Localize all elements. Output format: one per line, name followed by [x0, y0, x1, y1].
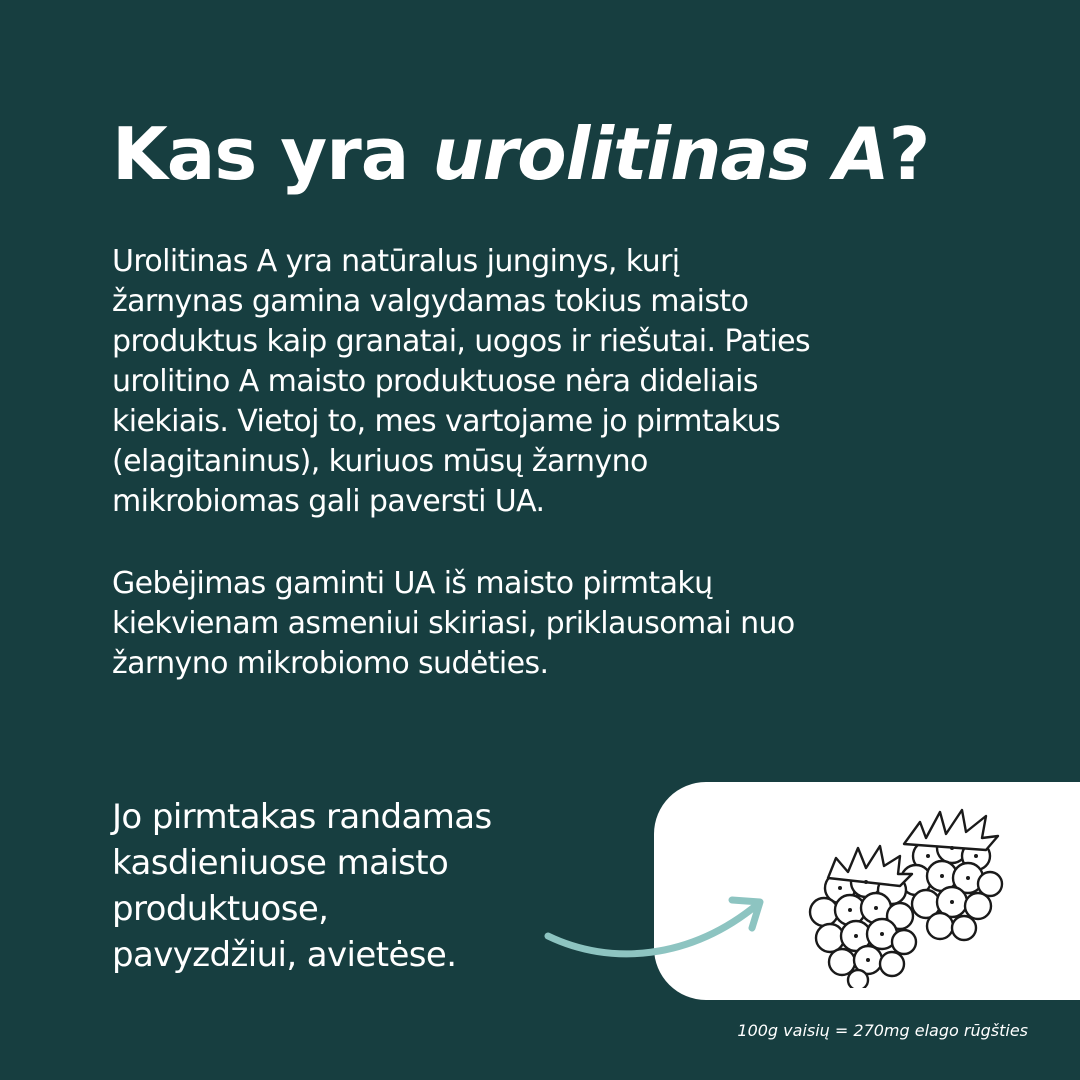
intro-line: produktus kaip granatai, uogos ir riešutai. Paties	[112, 324, 811, 359]
curved-arrow-icon	[540, 880, 780, 970]
title-prefix: Kas yra	[112, 112, 433, 196]
raspberry-front-leaves	[828, 846, 912, 886]
intro-line: žarnynas gamina valgydamas tokius maisto	[112, 284, 749, 319]
title-suffix: ?	[888, 112, 930, 196]
page-title	[112, 108, 929, 200]
caption: 100g vaisių = 270mg elago rūgšties	[737, 1021, 1028, 1040]
intro-line: Urolitinas A yra natūralus junginys, kurį	[112, 244, 680, 279]
intro-line: mikrobiomas gali paversti UA.	[112, 484, 545, 519]
second-line: kiekvienam asmeniui skiriasi, priklausomai nuo	[112, 606, 795, 641]
source-line: pavyzdžiui, avietėse.	[112, 935, 457, 975]
raspberry-back-leaves	[904, 810, 998, 850]
second-line: žarnyno mikrobiomo sudėties.	[112, 646, 549, 681]
source-line: Jo pirmtakas randamas	[112, 797, 492, 837]
second-line: Gebėjimas gaminti UA iš maisto pirmtakų	[112, 566, 713, 601]
second-paragraph	[112, 564, 992, 684]
source-statement	[112, 794, 592, 978]
raspberries-icon	[800, 792, 1010, 988]
intro-line: (elagitaninus), kuriuos mūsų žarnyno	[112, 444, 648, 479]
title-emphasis: urolitinas A	[432, 112, 889, 196]
source-line: produktuose,	[112, 889, 329, 929]
intro-line: kiekiais. Vietoj to, mes vartojame jo pirmtakus	[112, 404, 781, 439]
intro-paragraph	[112, 242, 992, 522]
source-line: kasdieniuose maisto	[112, 843, 449, 883]
intro-line: urolitino A maisto produktuose nėra dideliais	[112, 364, 758, 399]
